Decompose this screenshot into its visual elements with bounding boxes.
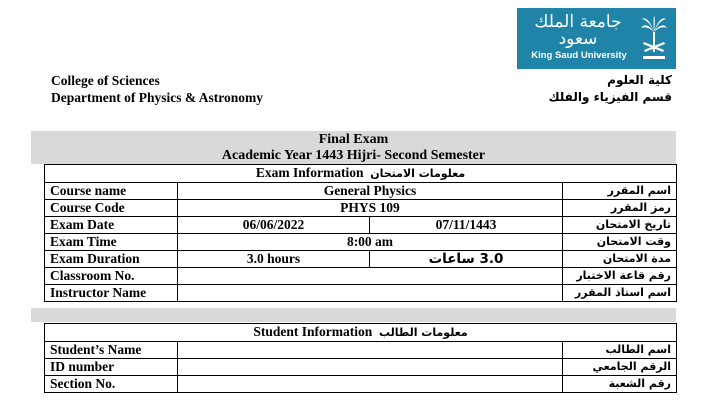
exam-title: Final Exam: [318, 132, 389, 147]
logo-arabic-text: جامعة الملك سعود: [534, 12, 622, 49]
course-name-label: Course name: [45, 183, 178, 200]
exam-date-label-ar: تاريخ الامتحان: [563, 217, 677, 234]
exam-duration-label-ar: مدة الامتحان: [563, 251, 677, 268]
course-name-label-ar: اسم المقرر: [563, 183, 677, 200]
exam-duration-value-ar[interactable]: 3.0 ساعات: [370, 251, 563, 268]
instructor-field[interactable]: [178, 285, 563, 302]
id-number-label: ID number: [45, 359, 178, 376]
student-info-heading-row: [45, 324, 677, 342]
college-name-arabic: كلية العلوم: [607, 73, 672, 87]
exam-date-hijri[interactable]: 07/11/1443: [370, 217, 563, 234]
college-header: [51, 72, 263, 106]
course-code-label-ar: رمز المقرر: [563, 200, 677, 217]
exam-info-heading-ar: معلومات الامتحان: [370, 167, 466, 180]
exam-time-value[interactable]: 8:00 am: [178, 234, 563, 251]
student-info-heading-en: Student Information: [253, 324, 373, 339]
section-no-field[interactable]: [178, 376, 563, 393]
table-row: [45, 342, 677, 359]
table-row: [45, 285, 677, 302]
palm-emblem-icon: [639, 14, 669, 62]
id-number-label-ar: الرقم الجامعي: [563, 359, 677, 376]
exam-duration-label: Exam Duration: [45, 251, 178, 268]
college-name: College of Sciences: [51, 73, 160, 88]
table-row: [45, 217, 677, 234]
student-name-field[interactable]: [178, 342, 563, 359]
table-row: [45, 359, 677, 376]
table-row: [45, 268, 677, 285]
classroom-label-ar: رقم قاعة الاختبار: [563, 268, 677, 285]
instructor-label-ar: اسم استاذ المقرر: [563, 285, 677, 302]
exam-info-heading-en: Exam Information: [255, 165, 364, 180]
college-header-arabic: [549, 72, 672, 106]
exam-time-label: Exam Time: [45, 234, 178, 251]
course-name-value[interactable]: General Physics: [178, 183, 563, 200]
section-no-label: Section No.: [45, 376, 178, 393]
student-info-heading-ar: معلومات الطالب: [378, 326, 468, 339]
table-row: [45, 200, 677, 217]
classroom-label: Classroom No.: [45, 268, 178, 285]
student-info-table: [44, 323, 677, 393]
exam-time-label-ar: وقت الامتحان: [563, 234, 677, 251]
instructor-label: Instructor Name: [45, 285, 178, 302]
student-info-heading: [45, 324, 677, 342]
logo-english-text: King Saud University: [531, 50, 627, 61]
table-row: [45, 376, 677, 393]
id-number-field[interactable]: [178, 359, 563, 376]
department-name: Department of Physics & Astronomy: [51, 90, 263, 105]
section-divider-band: [31, 308, 676, 322]
student-name-label: Student’s Name: [45, 342, 178, 359]
course-code-value[interactable]: PHYS 109: [178, 200, 563, 217]
table-row: [45, 183, 677, 200]
exam-title-band: [31, 131, 676, 164]
department-name-arabic: قسم الفيزياء والفلك: [548, 90, 672, 104]
exam-info-table: [44, 164, 677, 302]
classroom-field[interactable]: [178, 268, 563, 285]
exam-duration-value[interactable]: 3.0 hours: [178, 251, 370, 268]
exam-info-heading: [45, 165, 677, 183]
exam-date-gregorian[interactable]: 06/06/2022: [178, 217, 370, 234]
university-logo: [517, 8, 676, 69]
table-row: [45, 251, 677, 268]
section-no-label-ar: رقم الشعبة: [563, 376, 677, 393]
table-row: [45, 234, 677, 251]
exam-info-heading-row: [45, 165, 677, 183]
course-code-label: Course Code: [45, 200, 178, 217]
exam-date-label: Exam Date: [45, 217, 178, 234]
student-name-label-ar: اسم الطالب: [563, 342, 677, 359]
academic-year: Academic Year 1443 Hijri- Second Semester: [221, 148, 486, 163]
